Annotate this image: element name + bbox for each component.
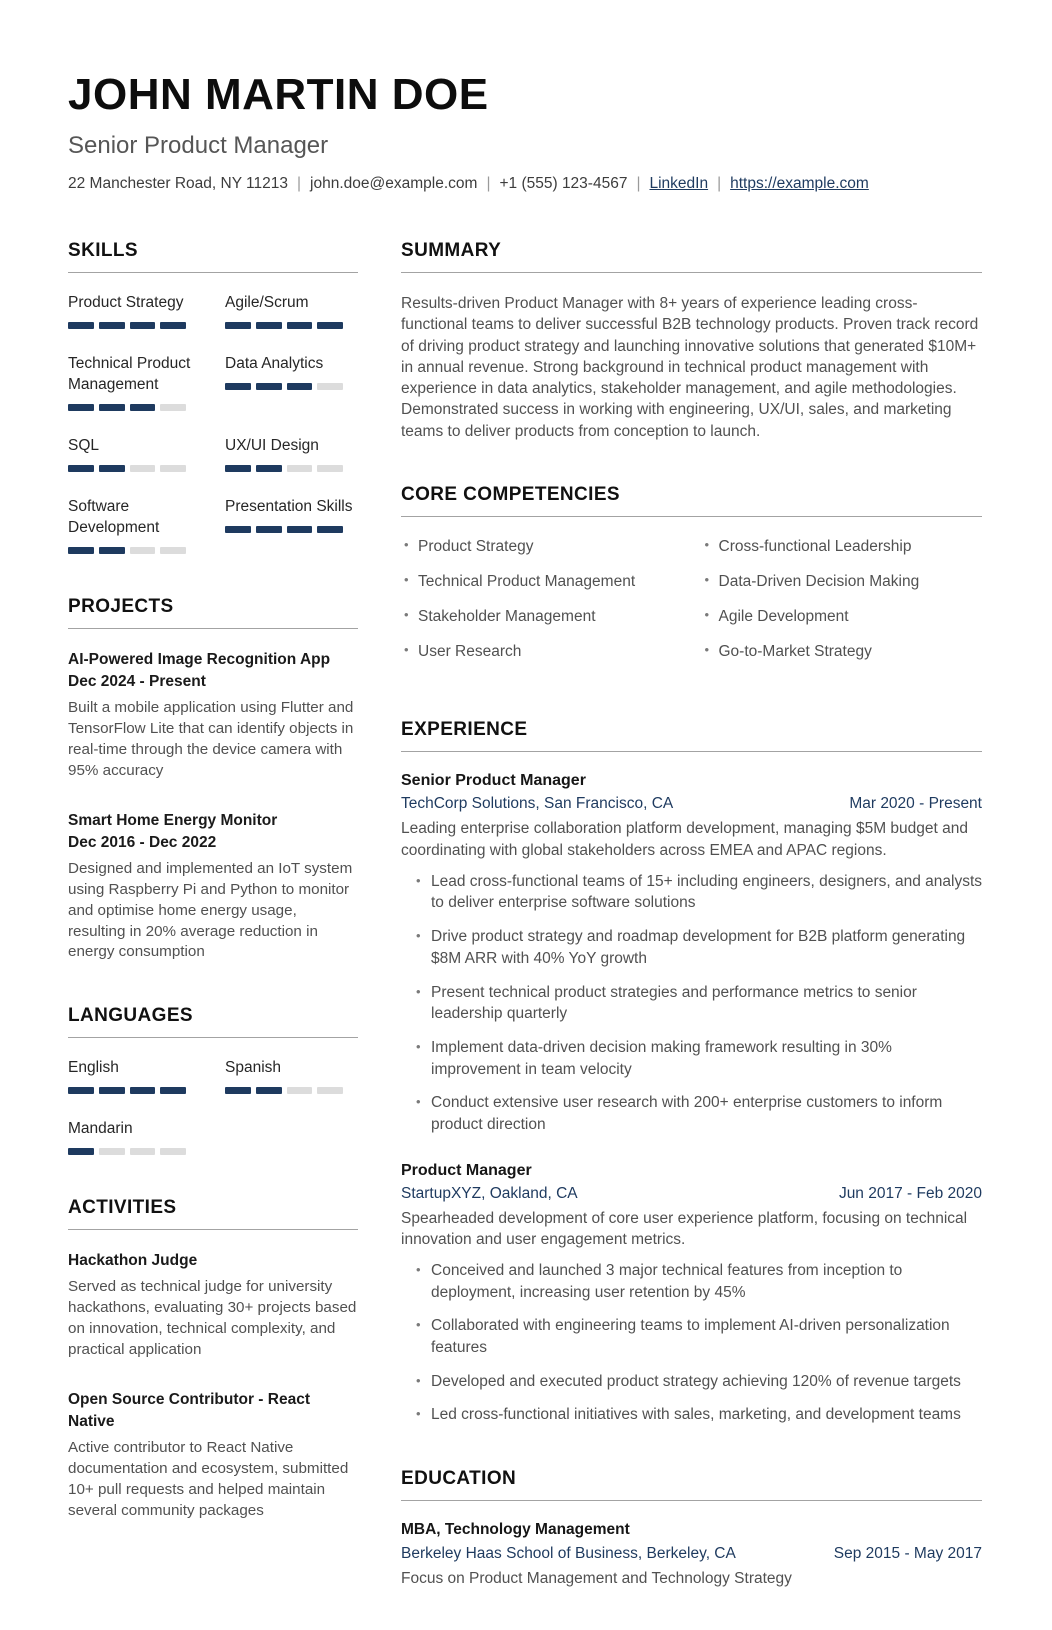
contact-address: 22 Manchester Road, NY 11213 <box>68 175 289 193</box>
bar-segment <box>317 465 343 472</box>
language-item <box>225 1058 358 1094</box>
job-meta-row <box>401 1185 982 1203</box>
job-bullet: • Collaborated with engineering teams to implement AI-driven personalization features <box>415 1315 982 1358</box>
competency-item: • Stakeholder Management <box>401 607 682 627</box>
job-company: StartupXYZ, Oakland, CA <box>401 1184 578 1202</box>
bar-segment <box>68 547 94 554</box>
bar-segment <box>160 1148 186 1155</box>
contact-separator: | <box>297 175 302 193</box>
projects-section <box>68 596 358 964</box>
skill-name: Presentation Skills <box>225 497 353 515</box>
skills-section <box>68 240 358 554</box>
skill-item <box>68 293 201 329</box>
bar-segment <box>317 383 343 390</box>
job-bullet: • Conduct extensive user research with 200+ enterprise customers to inform product direction <box>415 1092 982 1135</box>
language-item <box>68 1119 201 1155</box>
skill-item <box>225 436 358 472</box>
bar-segment <box>160 404 186 411</box>
bar-segment <box>287 383 313 390</box>
summary-section <box>401 240 982 442</box>
bar-segment <box>317 1087 343 1094</box>
skill-name: SQL <box>68 436 100 454</box>
skill-item <box>225 497 358 554</box>
skill-item <box>68 497 201 554</box>
job-bullet: • Led cross-functional initiatives with sales, marketing, and development teams <box>415 1404 982 1426</box>
bar-segment <box>225 1087 251 1094</box>
bar-segment <box>256 383 282 390</box>
competency-item: • Data-Driven Decision Making <box>702 572 983 592</box>
bar-segment <box>225 383 251 390</box>
job-summary: Spearheaded development of core user experience platform, focusing on technical innovation and user engagement metrics. <box>401 1209 968 1249</box>
job-dates: Jun 2017 - Feb 2020 <box>838 1184 982 1202</box>
project-item <box>68 810 358 964</box>
bar-segment <box>287 526 313 533</box>
job-bullet-list <box>415 1260 982 1426</box>
competency-item: • User Research <box>401 642 682 662</box>
language-name: English <box>68 1059 119 1077</box>
skill-name: Technical Product Management <box>68 355 191 394</box>
skill-level-bar <box>68 465 186 472</box>
two-column-layout <box>68 240 982 1630</box>
languages-grid <box>68 1058 358 1155</box>
contact-line <box>68 175 982 193</box>
education-degree: MBA, Technology Management <box>401 1521 630 1539</box>
activity-description: Active contributor to React Native documentation and ecosystem, submitted 10+ pull requests and helped maintain several community packages <box>68 1439 349 1520</box>
activity-item <box>68 1250 358 1361</box>
left-column <box>68 240 358 1630</box>
contact-separator: | <box>636 175 641 193</box>
bar-segment <box>256 526 282 533</box>
contact-separator: | <box>486 175 491 193</box>
core-competencies-heading: CORE COMPETENCIES <box>401 484 982 517</box>
skill-name: Product Strategy <box>68 294 184 312</box>
language-level-bar <box>68 1148 186 1155</box>
skill-name: Software Development <box>68 497 160 536</box>
bar-segment <box>99 1148 125 1155</box>
skill-item <box>225 293 358 329</box>
language-name: Mandarin <box>68 1120 133 1138</box>
bar-segment <box>130 404 156 411</box>
contact-phone: +1 (555) 123-4567 <box>499 175 628 193</box>
skill-level-bar <box>225 322 343 329</box>
skill-level-bar <box>225 526 343 533</box>
job-bullet-list <box>415 871 982 1136</box>
person-job-title: Senior Product Manager <box>68 132 329 160</box>
bar-segment <box>99 1087 125 1094</box>
right-column <box>401 240 982 1630</box>
contact-email: john.doe@example.com <box>310 175 478 193</box>
bar-segment <box>317 322 343 329</box>
bar-segment <box>99 465 125 472</box>
job-bullet: • Developed and executed product strategy achieving 120% of revenue targets <box>415 1371 982 1393</box>
bar-segment <box>68 1087 94 1094</box>
competencies-left-list <box>401 537 682 678</box>
skill-level-bar <box>68 547 186 554</box>
skill-item <box>68 436 201 472</box>
core-competencies-section <box>401 484 982 678</box>
skill-level-bar <box>225 465 343 472</box>
project-description: Designed and implemented an IoT system using Raspberry Pi and Python to monitor and optimise home energy usage, resulting in 20% average reduction in energy consumption <box>68 859 353 961</box>
bar-segment <box>68 1148 94 1155</box>
bar-segment <box>160 547 186 554</box>
job-dates: Mar 2020 - Present <box>849 795 982 813</box>
job-meta-row <box>401 795 982 813</box>
job-summary: Leading enterprise collaboration platform development, managing $5M budget and coordinating with global stakeholders across EMEA and APAC regions. <box>401 820 968 860</box>
project-dates: Dec 2016 - Dec 2022 <box>68 833 217 851</box>
bar-segment <box>130 322 156 329</box>
education-dates: Sep 2015 - May 2017 <box>833 1545 982 1563</box>
bar-segment <box>130 547 156 554</box>
competency-item: • Technical Product Management <box>401 572 682 592</box>
projects-heading: PROJECTS <box>68 596 358 629</box>
bar-segment <box>160 322 186 329</box>
bar-segment <box>160 1087 186 1094</box>
language-level-bar <box>225 1087 343 1094</box>
project-title <box>68 649 358 693</box>
project-name: Smart Home Energy Monitor <box>68 811 278 829</box>
competency-item: • Cross-functional Leadership <box>702 537 983 557</box>
linkedin-link[interactable]: LinkedIn <box>649 175 709 193</box>
education-heading: EDUCATION <box>401 1468 982 1501</box>
job-bullet: • Conceived and launched 3 major technical features from inception to deployment, increasing user retention by 45% <box>415 1260 982 1303</box>
education-school: Berkeley Haas School of Business, Berkeley, CA <box>401 1545 736 1563</box>
language-level-bar <box>68 1087 186 1094</box>
skill-item <box>68 354 201 411</box>
bar-segment <box>256 1087 282 1094</box>
job-entry <box>401 772 982 1135</box>
summary-heading: SUMMARY <box>401 240 982 273</box>
job-bullet: • Drive product strategy and roadmap development for B2B platform generating $8M ARR with 40% YoY growth <box>415 926 982 969</box>
bar-segment <box>130 1087 156 1094</box>
bar-segment <box>225 526 251 533</box>
job-bullet: • Present technical product strategies and performance metrics to senior leadership quarterly <box>415 982 982 1025</box>
website-link[interactable]: https://example.com <box>730 175 869 193</box>
bar-segment <box>99 404 125 411</box>
header <box>68 72 982 193</box>
experience-section <box>401 719 982 1426</box>
job-title: Product Manager <box>401 1161 532 1179</box>
languages-heading: LANGUAGES <box>68 1005 358 1038</box>
activities-section <box>68 1197 358 1522</box>
experience-heading: EXPERIENCE <box>401 719 982 752</box>
bar-segment <box>68 465 94 472</box>
summary-text: Results-driven Product Manager with 8+ years of experience leading cross-functional teams to deliver successful B2B technology products. Proven track record of driving product strategy and launching innovative solutions that generated $10M+ in annual revenue. Strong background in technical product management with experience in data analytics, stakeholder management, and agile methodologies. Demonstrated success in working with engineering, UX/UI, sales, and marketing teams to deliver products from conception to launch. <box>401 295 979 440</box>
activity-item <box>68 1389 358 1522</box>
competency-item: • Go-to-Market Strategy <box>702 642 983 662</box>
language-name: Spanish <box>225 1059 282 1077</box>
activity-name: Open Source Contributor - React Native <box>68 1391 310 1431</box>
skill-level-bar <box>225 383 343 390</box>
skill-name: UX/UI Design <box>225 436 319 454</box>
language-item <box>68 1058 201 1094</box>
person-name: JOHN MARTIN DOE <box>68 70 489 119</box>
bar-segment <box>256 465 282 472</box>
education-focus: Focus on Product Management and Technology Strategy <box>401 1570 792 1588</box>
competency-item: • Product Strategy <box>401 537 682 557</box>
education-meta-row <box>401 1545 982 1563</box>
contact-separator: | <box>717 175 722 193</box>
bar-segment <box>287 1087 313 1094</box>
bar-segment <box>225 465 251 472</box>
bar-segment <box>130 1148 156 1155</box>
skills-grid <box>68 293 358 554</box>
bar-segment <box>99 322 125 329</box>
project-title <box>68 810 358 854</box>
skill-item <box>225 354 358 411</box>
activities-heading: ACTIVITIES <box>68 1197 358 1230</box>
skill-level-bar <box>68 404 186 411</box>
project-name: AI-Powered Image Recognition App <box>68 650 331 668</box>
job-title: Senior Product Manager <box>401 772 586 790</box>
competencies-right-list <box>702 537 983 678</box>
bar-segment <box>287 465 313 472</box>
bar-segment <box>68 404 94 411</box>
bar-segment <box>317 526 343 533</box>
skill-name: Data Analytics <box>225 355 324 373</box>
activity-name: Hackathon Judge <box>68 1252 198 1270</box>
bar-segment <box>256 322 282 329</box>
bar-segment <box>130 465 156 472</box>
education-section <box>401 1468 982 1588</box>
job-entry <box>401 1162 982 1427</box>
job-company: TechCorp Solutions, San Francisco, CA <box>401 795 674 813</box>
skill-name: Agile/Scrum <box>225 294 309 312</box>
activity-description: Served as technical judge for university hackathons, evaluating 30+ projects based on innovation, technical complexity, and practical application <box>68 1278 357 1359</box>
bar-segment <box>225 322 251 329</box>
skills-heading: SKILLS <box>68 240 358 273</box>
bar-segment <box>68 322 94 329</box>
bar-segment <box>160 465 186 472</box>
project-description: Built a mobile application using Flutter and TensorFlow Lite that can identify objects in real-time through the device camera with 95% accuracy <box>68 698 354 779</box>
education-entry <box>401 1521 982 1588</box>
competencies-grid <box>401 537 982 678</box>
bar-segment <box>287 322 313 329</box>
languages-section <box>68 1005 358 1155</box>
job-bullet: • Implement data-driven decision making framework resulting in 30% improvement in team velocity <box>415 1037 982 1080</box>
job-bullet: • Lead cross-functional teams of 15+ including engineers, designers, and analysts to deliver enterprise software solutions <box>415 871 982 914</box>
skill-level-bar <box>68 322 186 329</box>
project-item <box>68 649 358 782</box>
competency-item: • Agile Development <box>702 607 983 627</box>
bar-segment <box>99 547 125 554</box>
project-dates: Dec 2024 - Present <box>68 672 206 690</box>
